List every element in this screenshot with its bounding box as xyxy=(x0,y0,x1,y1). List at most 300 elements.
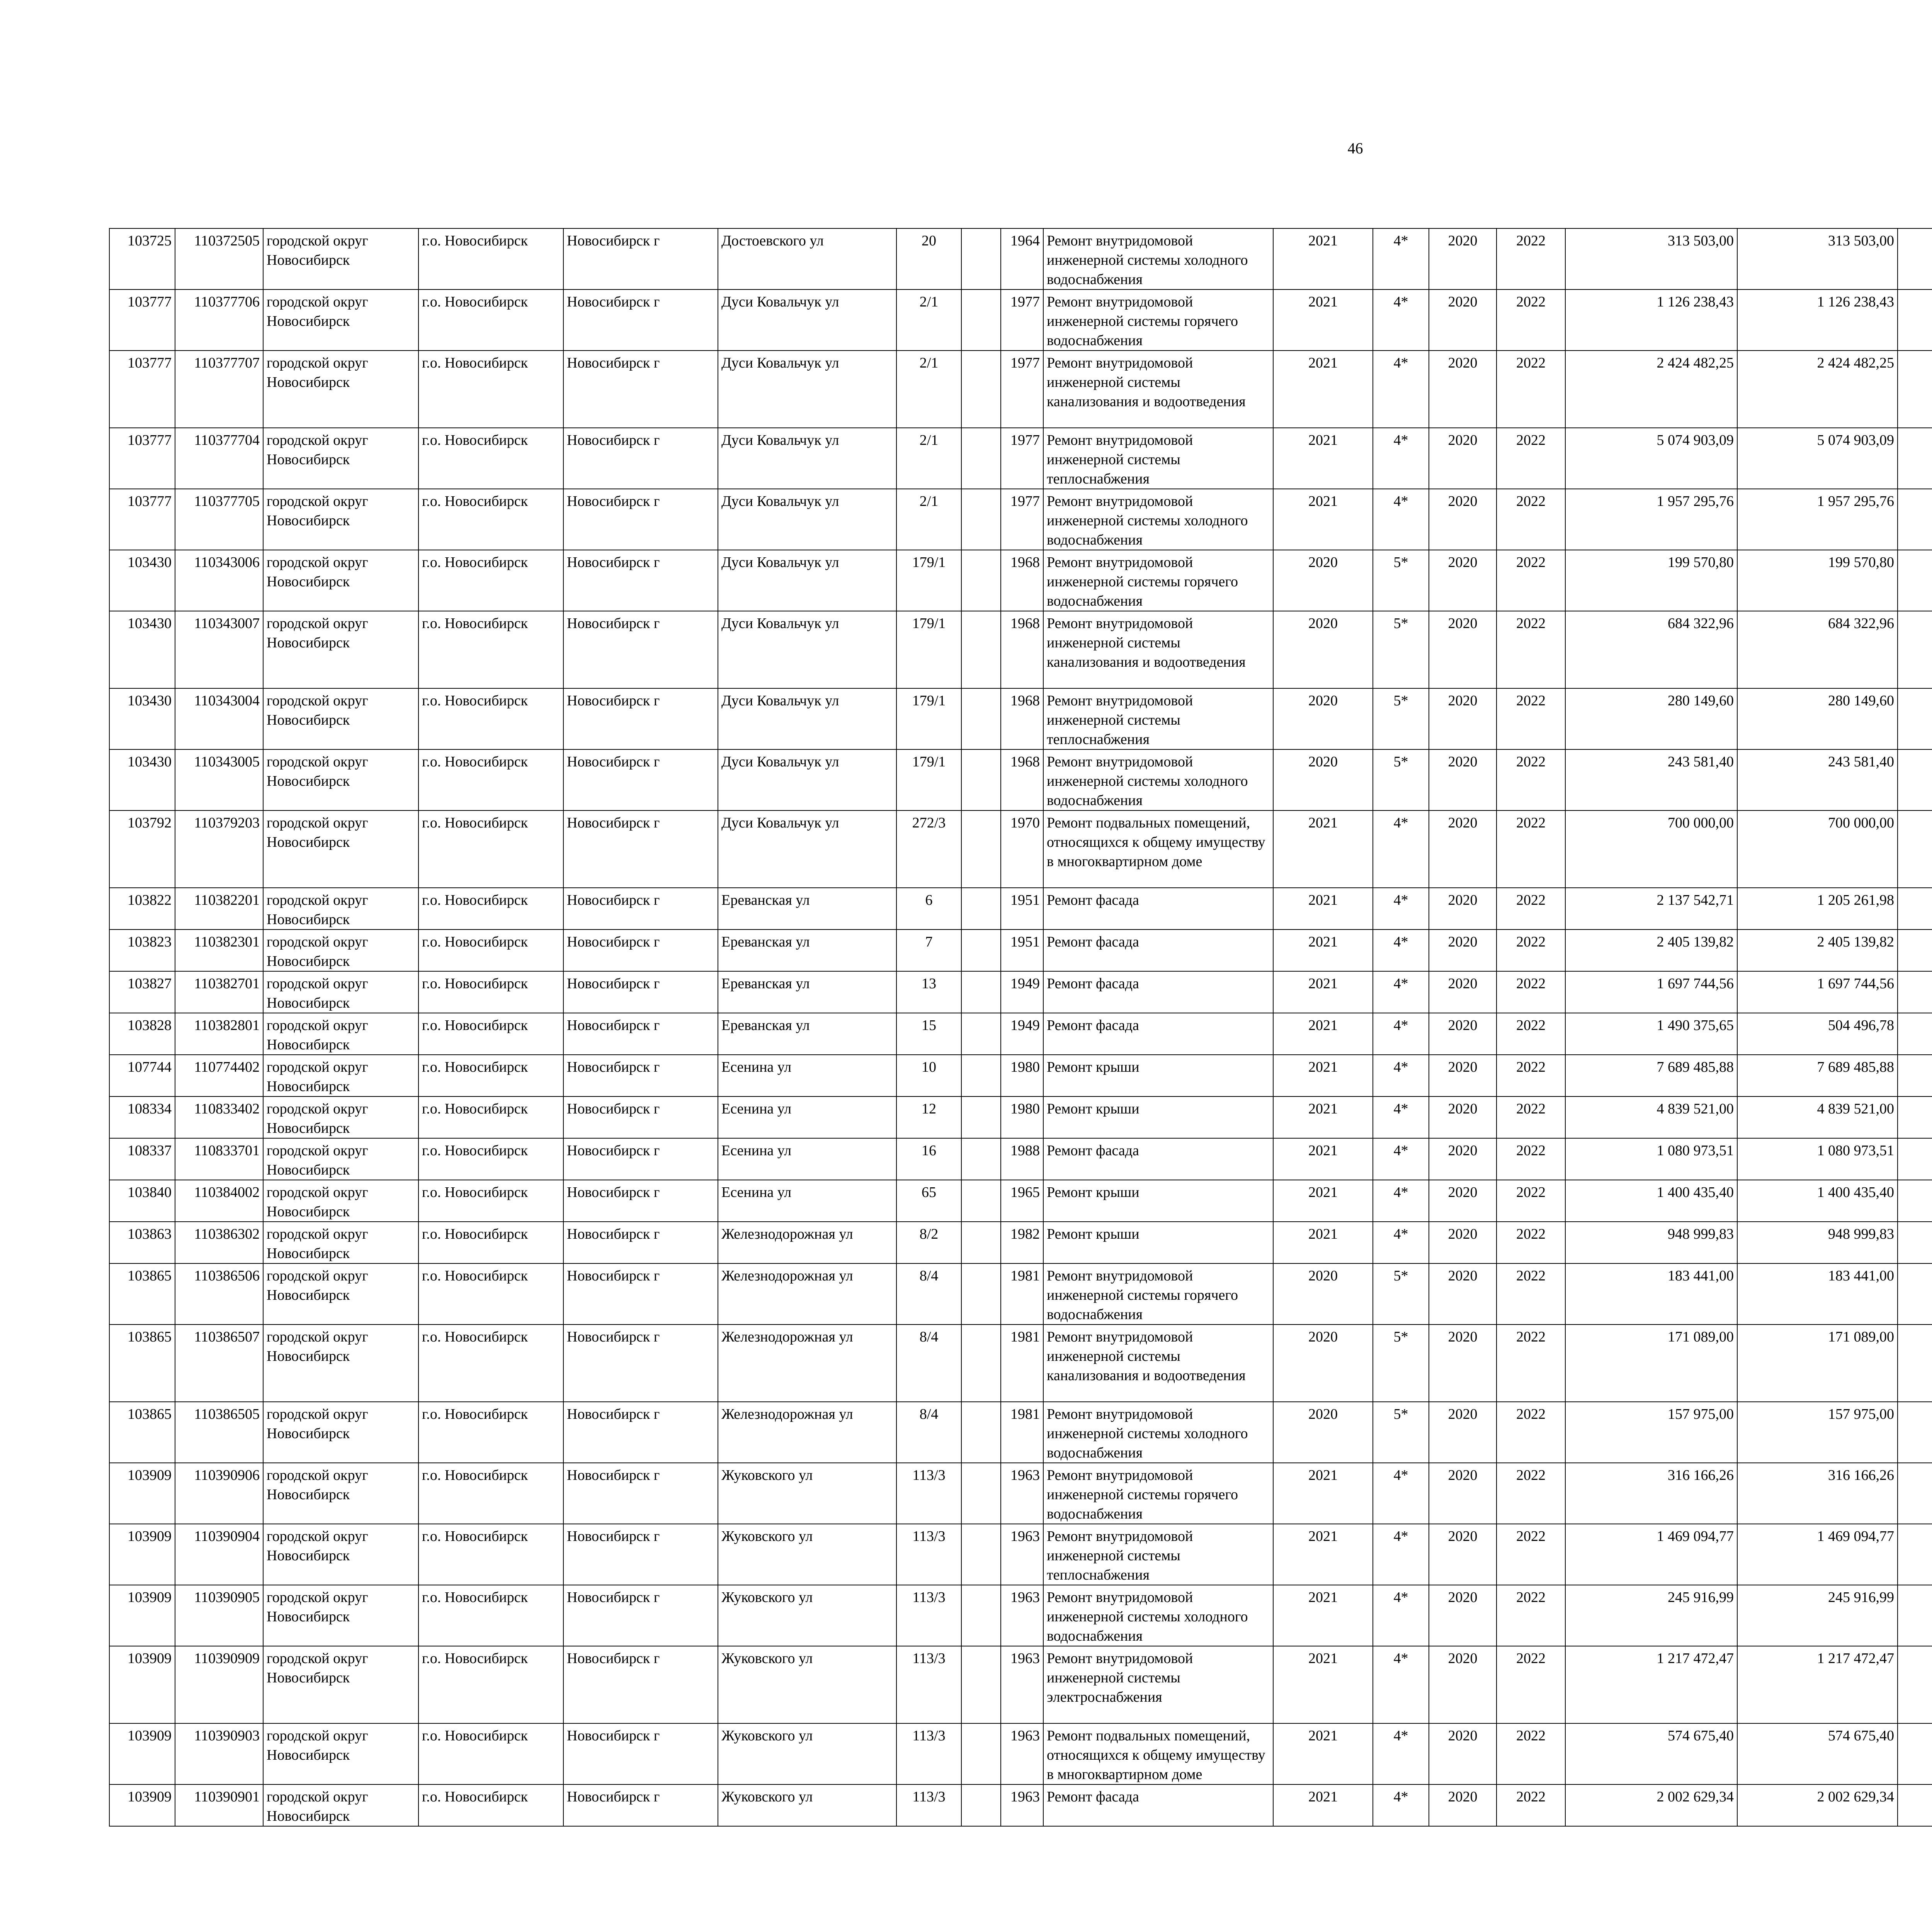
cell-record-id: 110390909 xyxy=(175,1646,263,1723)
cell-fund-cost: 1 080 973,51 xyxy=(1737,1138,1898,1180)
table-row xyxy=(109,1463,1932,1524)
cell-house-number: 113/3 xyxy=(896,1524,961,1585)
cell-budget-federal xyxy=(1898,489,1932,550)
cell-start-year: 2020 xyxy=(1429,1646,1497,1723)
cell-work-type: Ремонт фасада xyxy=(1043,888,1273,930)
cell-total-cost: 1 080 973,51 xyxy=(1565,1138,1737,1180)
cell-object-id: 103909 xyxy=(109,1723,175,1784)
cell-locality: Новосибирск г xyxy=(563,1402,718,1463)
cell-object-id: 103909 xyxy=(109,1524,175,1585)
cell-category: 4* xyxy=(1373,810,1429,888)
cell-municipality: городской округ Новосибирск xyxy=(263,611,418,688)
table-row xyxy=(109,1138,1932,1180)
cell-object-id: 103865 xyxy=(109,1325,175,1402)
cell-object-id: 103909 xyxy=(109,1646,175,1723)
cell-locality: Новосибирск г xyxy=(563,428,718,489)
cell-municipality: городской округ Новосибирск xyxy=(263,489,418,550)
cell-municipality: городской округ Новосибирск xyxy=(263,1325,418,1402)
cell-build-year: 1977 xyxy=(1001,489,1043,550)
cell-work-type: Ремонт крыши xyxy=(1043,1222,1273,1263)
cell-district: г.о. Новосибирск xyxy=(418,489,563,550)
cell-start-year: 2020 xyxy=(1429,688,1497,749)
cell-house-number: 179/1 xyxy=(896,611,961,688)
table-row xyxy=(109,1055,1932,1096)
cell-category: 4* xyxy=(1373,1055,1429,1096)
cell-build-year: 1982 xyxy=(1001,1222,1043,1263)
cell-object-id: 103777 xyxy=(109,289,175,351)
cell-build-year: 1964 xyxy=(1001,228,1043,289)
table-row xyxy=(109,489,1932,550)
cell-end-year: 2022 xyxy=(1497,1222,1565,1263)
cell-building xyxy=(961,1013,1001,1055)
cell-building xyxy=(961,489,1001,550)
cell-locality: Новосибирск г xyxy=(563,1325,718,1402)
cell-house-number: 20 xyxy=(896,228,961,289)
cell-end-year: 2022 xyxy=(1497,611,1565,688)
cell-record-id: 110386506 xyxy=(175,1263,263,1325)
cell-house-number: 113/3 xyxy=(896,1723,961,1784)
cell-work-type: Ремонт внутридомовой инженерной системы горячего водоснабжения xyxy=(1043,1263,1273,1325)
cell-category: 4* xyxy=(1373,228,1429,289)
cell-start-year: 2020 xyxy=(1429,228,1497,289)
cell-street: Жуковского ул xyxy=(718,1723,896,1784)
cell-work-type: Ремонт крыши xyxy=(1043,1055,1273,1096)
cell-start-year: 2020 xyxy=(1429,351,1497,428)
cell-fund-cost: 1 126 238,43 xyxy=(1737,289,1898,351)
cell-street: Жуковского ул xyxy=(718,1646,896,1723)
cell-street: Железнодорожная ул xyxy=(718,1402,896,1463)
cell-municipality: городской округ Новосибирск xyxy=(263,428,418,489)
cell-total-cost: 245 916,99 xyxy=(1565,1585,1737,1646)
cell-object-id: 103863 xyxy=(109,1222,175,1263)
cell-object-id: 103430 xyxy=(109,611,175,688)
cell-house-number: 65 xyxy=(896,1180,961,1222)
cell-record-id: 110377704 xyxy=(175,428,263,489)
cell-start-year: 2020 xyxy=(1429,1402,1497,1463)
cell-start-year: 2020 xyxy=(1429,1263,1497,1325)
cell-locality: Новосибирск г xyxy=(563,749,718,810)
cell-fund-cost: 1 205 261,98 xyxy=(1737,888,1898,930)
cell-fund-cost: 5 074 903,09 xyxy=(1737,428,1898,489)
cell-plan-year: 2021 xyxy=(1273,1784,1373,1826)
cell-category: 4* xyxy=(1373,1222,1429,1263)
cell-street: Дуси Ковальчук ул xyxy=(718,810,896,888)
cell-district: г.о. Новосибирск xyxy=(418,1784,563,1826)
cell-locality: Новосибирск г xyxy=(563,1138,718,1180)
cell-record-id: 110343005 xyxy=(175,749,263,810)
cell-object-id: 103792 xyxy=(109,810,175,888)
table-row xyxy=(109,1402,1932,1463)
cell-record-id: 110390906 xyxy=(175,1463,263,1524)
cell-fund-cost: 199 570,80 xyxy=(1737,550,1898,611)
cell-total-cost: 183 441,00 xyxy=(1565,1263,1737,1325)
cell-plan-year: 2021 xyxy=(1273,351,1373,428)
cell-municipality: городской округ Новосибирск xyxy=(263,1138,418,1180)
cell-total-cost: 574 675,40 xyxy=(1565,1723,1737,1784)
cell-record-id: 110833402 xyxy=(175,1096,263,1138)
cell-district: г.о. Новосибирск xyxy=(418,810,563,888)
cell-street: Дуси Ковальчук ул xyxy=(718,289,896,351)
cell-plan-year: 2020 xyxy=(1273,1263,1373,1325)
cell-municipality: городской округ Новосибирск xyxy=(263,688,418,749)
cell-start-year: 2020 xyxy=(1429,428,1497,489)
cell-municipality: городской округ Новосибирск xyxy=(263,550,418,611)
cell-locality: Новосибирск г xyxy=(563,351,718,428)
cell-total-cost: 684 322,96 xyxy=(1565,611,1737,688)
cell-record-id: 110390903 xyxy=(175,1723,263,1784)
table-row xyxy=(109,1263,1932,1325)
cell-locality: Новосибирск г xyxy=(563,1013,718,1055)
cell-total-cost: 2 405 139,82 xyxy=(1565,930,1737,971)
cell-start-year: 2020 xyxy=(1429,930,1497,971)
cell-street: Жуковского ул xyxy=(718,1463,896,1524)
cell-category: 5* xyxy=(1373,550,1429,611)
cell-plan-year: 2021 xyxy=(1273,971,1373,1013)
cell-record-id: 110774402 xyxy=(175,1055,263,1096)
cell-total-cost: 2 137 542,71 xyxy=(1565,888,1737,930)
cell-object-id: 103865 xyxy=(109,1263,175,1325)
cell-district: г.о. Новосибирск xyxy=(418,1723,563,1784)
cell-start-year: 2020 xyxy=(1429,1138,1497,1180)
cell-total-cost: 1 217 472,47 xyxy=(1565,1646,1737,1723)
cell-plan-year: 2020 xyxy=(1273,611,1373,688)
cell-locality: Новосибирск г xyxy=(563,611,718,688)
cell-municipality: городской округ Новосибирск xyxy=(263,351,418,428)
cell-build-year: 1949 xyxy=(1001,1013,1043,1055)
cell-building xyxy=(961,1723,1001,1784)
cell-work-type: Ремонт внутридомовой инженерной системы горячего водоснабжения xyxy=(1043,289,1273,351)
cell-house-number: 8/4 xyxy=(896,1263,961,1325)
cell-locality: Новосибирск г xyxy=(563,1784,718,1826)
cell-street: Дуси Ковальчук ул xyxy=(718,489,896,550)
cell-category: 4* xyxy=(1373,971,1429,1013)
cell-house-number: 13 xyxy=(896,971,961,1013)
cell-street: Дуси Ковальчук ул xyxy=(718,749,896,810)
cell-house-number: 113/3 xyxy=(896,1646,961,1723)
cell-building xyxy=(961,888,1001,930)
cell-plan-year: 2020 xyxy=(1273,749,1373,810)
cell-house-number: 179/1 xyxy=(896,550,961,611)
cell-object-id: 103840 xyxy=(109,1180,175,1222)
cell-start-year: 2020 xyxy=(1429,1180,1497,1222)
cell-building xyxy=(961,930,1001,971)
cell-house-number: 2/1 xyxy=(896,351,961,428)
cell-municipality: городской округ Новосибирск xyxy=(263,1723,418,1784)
cell-budget-federal xyxy=(1898,1013,1932,1055)
cell-fund-cost: 2 002 629,34 xyxy=(1737,1784,1898,1826)
cell-fund-cost: 1 469 094,77 xyxy=(1737,1524,1898,1585)
cell-object-id: 107744 xyxy=(109,1055,175,1096)
cell-work-type: Ремонт внутридомовой инженерной системы холодного водоснабжения xyxy=(1043,228,1273,289)
cell-build-year: 1980 xyxy=(1001,1055,1043,1096)
cell-house-number: 10 xyxy=(896,1055,961,1096)
cell-category: 4* xyxy=(1373,1784,1429,1826)
cell-build-year: 1970 xyxy=(1001,810,1043,888)
cell-building xyxy=(961,1263,1001,1325)
cell-work-type: Ремонт подвальных помещений, относящихся к общему имуществу в многоквартирном доме xyxy=(1043,810,1273,888)
table-row xyxy=(109,1180,1932,1222)
cell-build-year: 1963 xyxy=(1001,1524,1043,1585)
cell-build-year: 1981 xyxy=(1001,1402,1043,1463)
cell-district: г.о. Новосибирск xyxy=(418,1585,563,1646)
cell-start-year: 2020 xyxy=(1429,1055,1497,1096)
cell-house-number: 8/4 xyxy=(896,1325,961,1402)
table-row xyxy=(109,888,1932,930)
cell-fund-cost: 684 322,96 xyxy=(1737,611,1898,688)
cell-category: 5* xyxy=(1373,611,1429,688)
cell-budget-federal xyxy=(1898,1055,1932,1096)
cell-record-id: 110382801 xyxy=(175,1013,263,1055)
cell-budget-federal xyxy=(1898,1138,1932,1180)
cell-category: 4* xyxy=(1373,1463,1429,1524)
cell-district: г.о. Новосибирск xyxy=(418,1013,563,1055)
cell-building xyxy=(961,1784,1001,1826)
cell-build-year: 1977 xyxy=(1001,289,1043,351)
cell-work-type: Ремонт крыши xyxy=(1043,1096,1273,1138)
cell-locality: Новосибирск г xyxy=(563,688,718,749)
cell-total-cost: 1 697 744,56 xyxy=(1565,971,1737,1013)
cell-house-number: 113/3 xyxy=(896,1585,961,1646)
cell-street: Дуси Ковальчук ул xyxy=(718,611,896,688)
cell-object-id: 103822 xyxy=(109,888,175,930)
cell-municipality: городской округ Новосибирск xyxy=(263,228,418,289)
table-row xyxy=(109,1524,1932,1585)
cell-record-id: 110390904 xyxy=(175,1524,263,1585)
cell-building xyxy=(961,1646,1001,1723)
cell-start-year: 2020 xyxy=(1429,1784,1497,1826)
cell-build-year: 1968 xyxy=(1001,688,1043,749)
cell-fund-cost: 948 999,83 xyxy=(1737,1222,1898,1263)
cell-category: 5* xyxy=(1373,1402,1429,1463)
cell-object-id: 103430 xyxy=(109,550,175,611)
cell-end-year: 2022 xyxy=(1497,1463,1565,1524)
cell-category: 5* xyxy=(1373,688,1429,749)
cell-district: г.о. Новосибирск xyxy=(418,351,563,428)
cell-street: Железнодорожная ул xyxy=(718,1325,896,1402)
cell-fund-cost: 316 166,26 xyxy=(1737,1463,1898,1524)
cell-budget-federal xyxy=(1898,1096,1932,1138)
cell-house-number: 7 xyxy=(896,930,961,971)
cell-work-type: Ремонт подвальных помещений, относящихся к общему имуществу в многоквартирном доме xyxy=(1043,1723,1273,1784)
cell-plan-year: 2020 xyxy=(1273,1325,1373,1402)
cell-budget-federal xyxy=(1898,289,1932,351)
cell-locality: Новосибирск г xyxy=(563,1723,718,1784)
cell-end-year: 2022 xyxy=(1497,351,1565,428)
cell-municipality: городской округ Новосибирск xyxy=(263,289,418,351)
cell-end-year: 2022 xyxy=(1497,1723,1565,1784)
cell-municipality: городской округ Новосибирск xyxy=(263,971,418,1013)
cell-house-number: 272/3 xyxy=(896,810,961,888)
cell-build-year: 1977 xyxy=(1001,428,1043,489)
table-row xyxy=(109,1784,1932,1826)
cell-end-year: 2022 xyxy=(1497,1402,1565,1463)
cell-end-year: 2022 xyxy=(1497,688,1565,749)
table-row xyxy=(109,688,1932,749)
cell-total-cost: 1 126 238,43 xyxy=(1565,289,1737,351)
cell-category: 4* xyxy=(1373,1096,1429,1138)
cell-municipality: городской округ Новосибирск xyxy=(263,1222,418,1263)
cell-plan-year: 2021 xyxy=(1273,228,1373,289)
cell-build-year: 1977 xyxy=(1001,351,1043,428)
cell-district: г.о. Новосибирск xyxy=(418,930,563,971)
cell-record-id: 110386507 xyxy=(175,1325,263,1402)
cell-budget-federal xyxy=(1898,351,1932,428)
cell-record-id: 110382301 xyxy=(175,930,263,971)
cell-start-year: 2020 xyxy=(1429,1723,1497,1784)
cell-work-type: Ремонт внутридомовой инженерной системы холодного водоснабжения xyxy=(1043,749,1273,810)
table-row xyxy=(109,971,1932,1013)
cell-building xyxy=(961,1585,1001,1646)
cell-plan-year: 2021 xyxy=(1273,428,1373,489)
cell-work-type: Ремонт внутридомовой инженерной системы теплоснабжения xyxy=(1043,428,1273,489)
cell-record-id: 110386505 xyxy=(175,1402,263,1463)
cell-budget-federal xyxy=(1898,228,1932,289)
cell-build-year: 1949 xyxy=(1001,971,1043,1013)
cell-budget-federal xyxy=(1898,550,1932,611)
cell-object-id: 103777 xyxy=(109,351,175,428)
cell-street: Жуковского ул xyxy=(718,1784,896,1826)
cell-total-cost: 243 581,40 xyxy=(1565,749,1737,810)
cell-plan-year: 2021 xyxy=(1273,1222,1373,1263)
cell-build-year: 1981 xyxy=(1001,1325,1043,1402)
cell-build-year: 1968 xyxy=(1001,749,1043,810)
table-row xyxy=(109,351,1932,428)
cell-build-year: 1963 xyxy=(1001,1723,1043,1784)
cell-budget-federal xyxy=(1898,1263,1932,1325)
cell-district: г.о. Новосибирск xyxy=(418,1646,563,1723)
cell-end-year: 2022 xyxy=(1497,971,1565,1013)
cell-total-cost: 1 469 094,77 xyxy=(1565,1524,1737,1585)
cell-locality: Новосибирск г xyxy=(563,550,718,611)
cell-street: Железнодорожная ул xyxy=(718,1222,896,1263)
cell-house-number: 2/1 xyxy=(896,428,961,489)
cell-plan-year: 2021 xyxy=(1273,810,1373,888)
cell-record-id: 110386302 xyxy=(175,1222,263,1263)
cell-end-year: 2022 xyxy=(1497,489,1565,550)
cell-build-year: 1981 xyxy=(1001,1263,1043,1325)
cell-category: 4* xyxy=(1373,428,1429,489)
cell-street: Есенина ул xyxy=(718,1055,896,1096)
cell-plan-year: 2020 xyxy=(1273,1402,1373,1463)
cell-end-year: 2022 xyxy=(1497,1585,1565,1646)
cell-end-year: 2022 xyxy=(1497,810,1565,888)
cell-street: Ереванская ул xyxy=(718,1013,896,1055)
cell-budget-federal xyxy=(1898,688,1932,749)
cell-district: г.о. Новосибирск xyxy=(418,1463,563,1524)
cell-building xyxy=(961,1402,1001,1463)
cell-building xyxy=(961,351,1001,428)
table-row xyxy=(109,611,1932,688)
cell-category: 4* xyxy=(1373,888,1429,930)
cell-end-year: 2022 xyxy=(1497,1524,1565,1585)
cell-fund-cost: 1 697 744,56 xyxy=(1737,971,1898,1013)
cell-municipality: городской округ Новосибирск xyxy=(263,930,418,971)
cell-locality: Новосибирск г xyxy=(563,1180,718,1222)
cell-budget-federal xyxy=(1898,1222,1932,1263)
cell-end-year: 2022 xyxy=(1497,1325,1565,1402)
cell-fund-cost: 2 424 482,25 xyxy=(1737,351,1898,428)
cell-end-year: 2022 xyxy=(1497,1180,1565,1222)
cell-locality: Новосибирск г xyxy=(563,930,718,971)
cell-plan-year: 2021 xyxy=(1273,1463,1373,1524)
cell-total-cost: 199 570,80 xyxy=(1565,550,1737,611)
cell-work-type: Ремонт крыши xyxy=(1043,1180,1273,1222)
cell-work-type: Ремонт внутридомовой инженерной системы канализования и водоотведения xyxy=(1043,351,1273,428)
cell-street: Достоевского ул xyxy=(718,228,896,289)
cell-building xyxy=(961,228,1001,289)
cell-plan-year: 2021 xyxy=(1273,1013,1373,1055)
cell-end-year: 2022 xyxy=(1497,289,1565,351)
cell-plan-year: 2021 xyxy=(1273,1096,1373,1138)
cell-total-cost: 4 839 521,00 xyxy=(1565,1096,1737,1138)
cell-object-id: 103725 xyxy=(109,228,175,289)
cell-locality: Новосибирск г xyxy=(563,489,718,550)
cell-work-type: Ремонт фасада xyxy=(1043,1138,1273,1180)
cell-total-cost: 5 074 903,09 xyxy=(1565,428,1737,489)
cell-budget-federal xyxy=(1898,749,1932,810)
cell-build-year: 1963 xyxy=(1001,1646,1043,1723)
cell-fund-cost: 245 916,99 xyxy=(1737,1585,1898,1646)
cell-fund-cost: 171 089,00 xyxy=(1737,1325,1898,1402)
cell-total-cost: 316 166,26 xyxy=(1565,1463,1737,1524)
cell-building xyxy=(961,289,1001,351)
cell-fund-cost: 4 839 521,00 xyxy=(1737,1096,1898,1138)
cell-object-id: 103827 xyxy=(109,971,175,1013)
cell-district: г.о. Новосибирск xyxy=(418,1055,563,1096)
cell-build-year: 1963 xyxy=(1001,1463,1043,1524)
cell-record-id: 110382701 xyxy=(175,971,263,1013)
cell-object-id: 103777 xyxy=(109,489,175,550)
cell-house-number: 179/1 xyxy=(896,749,961,810)
cell-plan-year: 2021 xyxy=(1273,1524,1373,1585)
cell-budget-federal xyxy=(1898,888,1932,930)
cell-building xyxy=(961,1524,1001,1585)
cell-object-id: 108334 xyxy=(109,1096,175,1138)
cell-work-type: Ремонт фасада xyxy=(1043,930,1273,971)
cell-work-type: Ремонт внутридомовой инженерной системы канализования и водоотведения xyxy=(1043,611,1273,688)
cell-category: 4* xyxy=(1373,289,1429,351)
cell-street: Дуси Ковальчук ул xyxy=(718,550,896,611)
cell-record-id: 110372505 xyxy=(175,228,263,289)
cell-plan-year: 2021 xyxy=(1273,1723,1373,1784)
cell-municipality: городской округ Новосибирск xyxy=(263,888,418,930)
cell-record-id: 110343007 xyxy=(175,611,263,688)
cell-district: г.о. Новосибирск xyxy=(418,1138,563,1180)
cell-record-id: 110343004 xyxy=(175,688,263,749)
cell-work-type: Ремонт фасада xyxy=(1043,1013,1273,1055)
cell-total-cost: 280 149,60 xyxy=(1565,688,1737,749)
cell-total-cost: 1 957 295,76 xyxy=(1565,489,1737,550)
cell-end-year: 2022 xyxy=(1497,428,1565,489)
cell-building xyxy=(961,688,1001,749)
cell-work-type: Ремонт внутридомовой инженерной системы холодного водоснабжения xyxy=(1043,1402,1273,1463)
cell-budget-federal xyxy=(1898,1585,1932,1646)
cell-end-year: 2022 xyxy=(1497,930,1565,971)
cell-plan-year: 2021 xyxy=(1273,1646,1373,1723)
cell-category: 4* xyxy=(1373,930,1429,971)
cell-house-number: 12 xyxy=(896,1096,961,1138)
cell-budget-federal xyxy=(1898,1524,1932,1585)
cell-fund-cost: 243 581,40 xyxy=(1737,749,1898,810)
cell-budget-federal xyxy=(1898,611,1932,688)
cell-plan-year: 2020 xyxy=(1273,688,1373,749)
cell-build-year: 1980 xyxy=(1001,1096,1043,1138)
cell-start-year: 2020 xyxy=(1429,1013,1497,1055)
cell-build-year: 1965 xyxy=(1001,1180,1043,1222)
cell-object-id: 103909 xyxy=(109,1784,175,1826)
cell-building xyxy=(961,810,1001,888)
table-row xyxy=(109,428,1932,489)
